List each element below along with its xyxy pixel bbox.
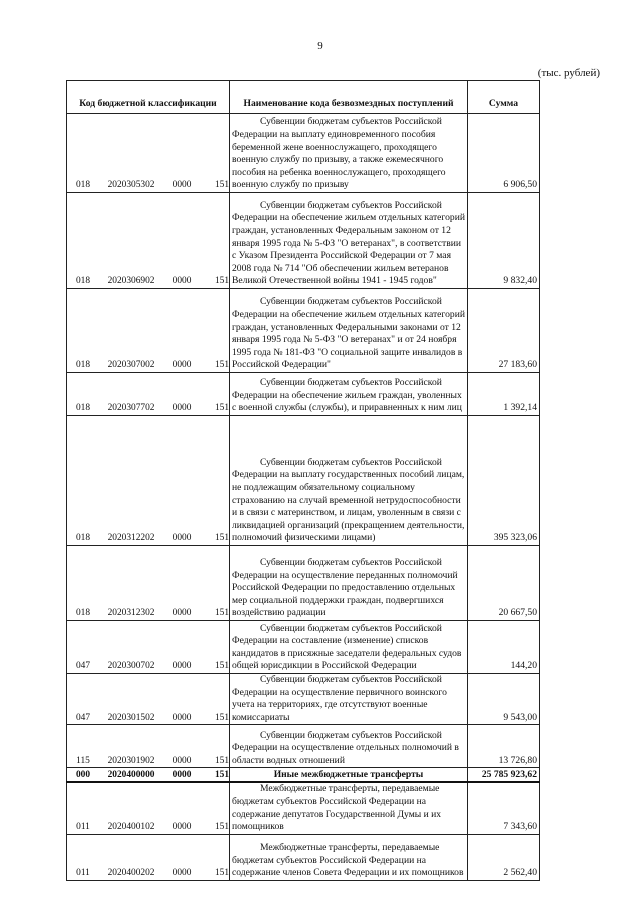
revenue-name-cell	[230, 782, 468, 834]
table-row	[67, 114, 540, 193]
revenue-name-cell	[230, 416, 468, 546]
revenue-name-text: Иные межбюджетные трансферты	[273, 768, 424, 780]
revenue-name-text: Субвенции бюджетам субъектов Российской Федерации на обеспечение жильем отдельных категорий граждан, установленных Федеральными законами от 12 января 1995 года № 5-ФЗ "О ветеранах" и от 24 ноября 1995 года № 181-ФЗ "О социальной защите инвалидов в Российской Федерации"	[232, 296, 465, 371]
admin-code: 011	[76, 822, 90, 833]
table-row	[67, 782, 540, 834]
economic-code: 151	[214, 822, 229, 833]
admin-code: 018	[75, 608, 91, 619]
total-row	[67, 768, 540, 783]
budget-code-cell	[67, 193, 230, 289]
revenue-name-cell	[230, 546, 468, 621]
revenue-name-text: Субвенции бюджетам субъектов Российской Федерации на выплату государственных пособий лицам, не подлежащим обязательному социальному страхованию на случай временной нетрудоспособности и в связи с материнством, и лицам, уволенным в связи с ликвидацией организаций (прекращением деятельности, полномочий физическими лицами)	[232, 456, 465, 544]
amount-cell: 144,20	[468, 621, 540, 674]
amount-cell: 25 785 923,62	[468, 768, 540, 783]
revenue-name-text: Субвенции бюджетам субъектов Российской Федерации на осуществление первичного воинского учета на территориях, где отсутствуют военные комиссариаты	[232, 674, 447, 723]
revenue-name-text: Субвенции бюджетам субъектов Российской Федерации на обеспечение жильем граждан, уволенных с военной службы (службы), и приравненных к ним лиц	[232, 377, 462, 414]
amount-cell: 395 323,06	[468, 416, 540, 546]
amount-cell: 9 543,00	[468, 674, 540, 725]
economic-code: 151	[214, 661, 229, 672]
unit-label: (тыс. рублей)	[537, 67, 600, 79]
economic-code: 151	[214, 403, 229, 414]
header-name: Наименование кода безвозмездных поступлений	[230, 81, 468, 114]
classification-code: 2020306902	[107, 276, 155, 287]
amount-cell: 20 667,50	[468, 546, 540, 621]
classification-code: 2020312202	[107, 533, 155, 544]
program-code: 0000	[172, 661, 192, 672]
economic-code: 151	[214, 276, 229, 287]
program-code: 0000	[172, 769, 192, 780]
revenue-name-cell	[230, 373, 468, 416]
classification-code: 2020301902	[107, 755, 155, 766]
program-code: 0000	[172, 276, 192, 287]
budget-table	[66, 80, 540, 881]
amount-cell: 7 343,60	[468, 782, 540, 834]
admin-code: 000	[75, 769, 91, 780]
admin-code: 047	[75, 661, 91, 672]
program-code: 0000	[172, 360, 192, 371]
program-code: 0000	[172, 608, 192, 619]
admin-code: 018	[75, 360, 91, 371]
economic-code: 151	[214, 769, 229, 780]
program-code: 0000	[172, 533, 192, 544]
economic-code: 151	[214, 360, 229, 371]
budget-code-cell	[67, 289, 230, 373]
revenue-name-cell	[230, 725, 468, 768]
program-code: 0000	[172, 180, 192, 191]
budget-code-cell	[67, 782, 230, 834]
economic-code: 151	[214, 868, 229, 879]
budget-code-cell	[67, 416, 230, 546]
classification-code: 2020312302	[107, 608, 155, 619]
revenue-name-cell	[230, 768, 468, 783]
header-amount: Сумма	[468, 81, 540, 114]
revenue-name-text: Субвенции бюджетам субъектов Российской Федерации на осуществление переданных полномочий Российской Федерации по предоставлению отдельных мер социальной поддержки граждан, подвергшихся воздействию радиации	[232, 557, 458, 619]
admin-code: 018	[75, 533, 91, 544]
admin-code: 018	[75, 180, 91, 191]
budget-code-cell	[67, 546, 230, 621]
classification-code: 2020307002	[107, 360, 155, 371]
admin-code: 018	[75, 403, 91, 414]
economic-code: 151	[214, 755, 229, 766]
budget-code-cell	[67, 373, 230, 416]
classification-code: 2020400000	[107, 769, 155, 780]
table-row	[67, 725, 540, 768]
revenue-name-text: Межбюджетные трансферты, передаваемые бюджетам субъектов Российской Федерации на содержание депутатов Государственной Думы и их помощников	[232, 783, 442, 833]
table-row	[67, 546, 540, 621]
program-code: 0000	[172, 822, 192, 833]
amount-cell: 2 562,40	[468, 834, 540, 880]
table-row	[67, 289, 540, 373]
admin-code: 115	[76, 755, 90, 766]
economic-code: 151	[214, 712, 229, 723]
table-header-row	[67, 81, 540, 114]
classification-code: 2020301502	[107, 712, 155, 723]
program-code: 0000	[172, 712, 192, 723]
budget-code-cell	[67, 621, 230, 674]
revenue-name-cell	[230, 834, 468, 880]
revenue-name-text: Субвенции бюджетам субъектов Российской Федерации на осуществление отдельных полномочий в области водных отношений	[232, 729, 459, 766]
table-row	[67, 193, 540, 289]
revenue-name-cell	[230, 193, 468, 289]
revenue-name-text: Субвенции бюджетам субъектов Российской Федерации на составление (изменение) списков кандидатов в присяжные заседатели федеральных судов общей юрисдикции в Российской Федерации	[232, 622, 462, 672]
revenue-name-cell	[230, 289, 468, 373]
amount-cell: 13 726,80	[468, 725, 540, 768]
table-row	[67, 621, 540, 674]
admin-code: 011	[76, 868, 90, 879]
budget-code-cell	[67, 114, 230, 193]
budget-code-cell	[67, 674, 230, 725]
classification-code: 2020400202	[107, 868, 155, 879]
economic-code: 151	[214, 533, 229, 544]
admin-code: 018	[75, 276, 91, 287]
classification-code: 2020400102	[107, 822, 155, 833]
revenue-name-text: Межбюджетные трансферты, передаваемые бюджетам субъектов Российской Федерации на содержание членов Совета Федерации и их помощников	[232, 841, 464, 879]
amount-cell: 6 906,50	[468, 114, 540, 193]
revenue-name-text: Субвенции бюджетам субъектов Российской Федерации на выплату единовременного пособия беременной жене военнослужащего, проходящего военную службу по призыву, а также ежемесячного пособия на ребенка военнослужащего, проходящего военную службу по призыву	[232, 116, 446, 191]
revenue-name-cell	[230, 674, 468, 725]
program-code: 0000	[172, 403, 192, 414]
revenue-name-cell	[230, 621, 468, 674]
budget-code-cell	[67, 768, 230, 783]
classification-code: 2020300702	[107, 661, 155, 672]
table-row	[67, 416, 540, 546]
admin-code: 047	[75, 712, 91, 723]
classification-code: 2020307702	[107, 403, 155, 414]
table-row	[67, 373, 540, 416]
revenue-name-cell	[230, 114, 468, 193]
page-number: 9	[317, 40, 323, 52]
amount-cell: 9 832,40	[468, 193, 540, 289]
economic-code: 151	[214, 180, 229, 191]
revenue-name-text: Субвенции бюджетам субъектов Российской Федерации на обеспечение жильем отдельных категорий граждан, установленных Федеральным законом от 12 января 1995 года № 5-ФЗ "О ветеранах", в соответствии с Указом Президента Российской Федерации от 7 мая 2008 года № 714 "Об обеспечении жильем ветеранов Великой Отечественной войны 1941 - 1945 годов"	[232, 199, 465, 287]
amount-cell: 1 392,14	[468, 373, 540, 416]
budget-code-cell	[67, 834, 230, 880]
table-row	[67, 674, 540, 725]
table-row	[67, 834, 540, 880]
budget-code-cell	[67, 725, 230, 768]
program-code: 0000	[172, 755, 192, 766]
classification-code: 2020305302	[107, 180, 155, 191]
header-code: Код бюджетной классификации	[67, 81, 230, 114]
economic-code: 151	[214, 608, 229, 619]
program-code: 0000	[172, 868, 192, 879]
amount-cell: 27 183,60	[468, 289, 540, 373]
